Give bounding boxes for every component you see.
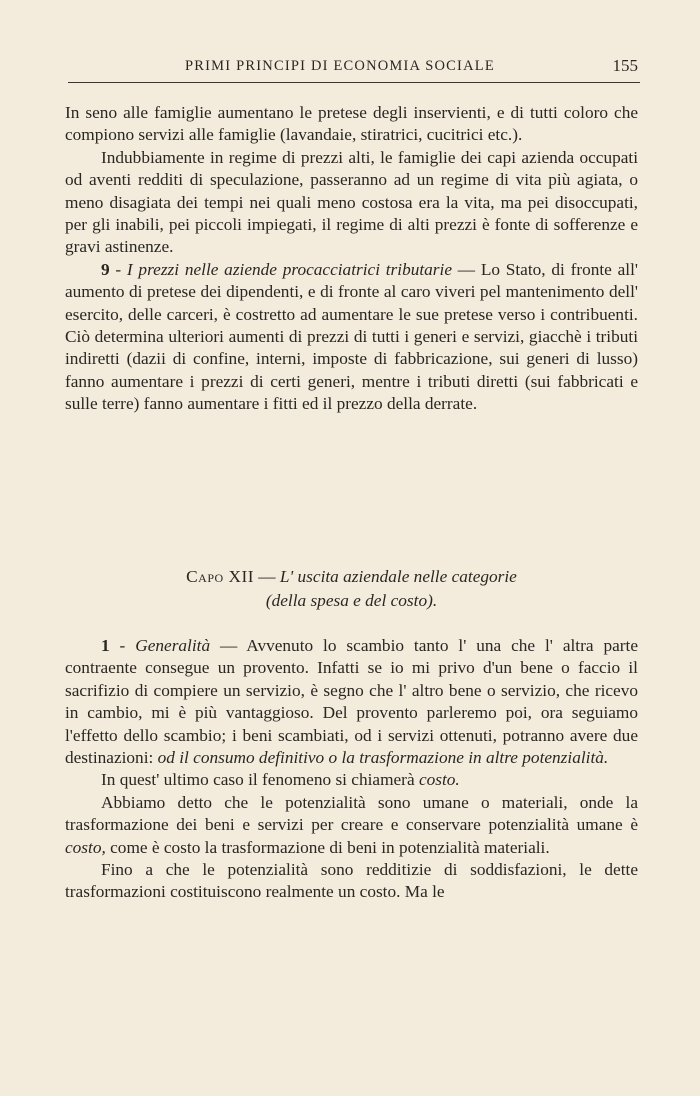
paragraph [65,769,638,791]
paragraph-text: Abbiamo detto che le potenzialità sono umane o materiali, onde la trasformazione dei beni e servizi per creare e conservare potenzialità umane è [65,792,638,835]
body-text-top [65,102,638,416]
chapter-title: L' uscita aziendale nelle categorie [279,567,517,586]
section-number: 9 [101,259,110,279]
section-heading: Generalità [135,636,211,655]
paragraph-text: — Avvenuto lo scambio tanto l' una che l' altra parte contraente consegue un provento. Infatti se io mi privo d'un bene o faccio il sacrifizio di compiere un servizio, è segno che l' altro bene o servizio, che ricevo in cambio, mi è più vantaggioso. Del provento parleremo poi, ora seguiamo l'effetto dello scambio; i beni scambiati, od i servizi ottenuti, potranno avere due destinazioni: [65,636,638,768]
paragraph: Indubbiamente in regime di prezzi alti, le famiglie dei capi azienda occupati od aventi redditi di speculazione, passeranno ad un regime di vita più agiata, o meno disagiata dei tempi nei quali meno costosa era la vita, ma pei disoccupati, per gli inabili, pei piccoli impiegati, il regime di alti prezzi è fonte di sofferenze e gravi astinenze. [65,147,638,257]
chapter-dash: — [253,567,280,586]
chapter-heading [65,565,638,613]
paragraph: In seno alle famiglie aumentano le pretese degli inservienti, e di tutti coloro che compiono servizi alle famiglie (lavandaie, stiratrici, cucitrici etc.). [65,103,638,145]
page-number: 155 [612,56,638,75]
page-header [68,56,640,83]
paragraph-text: — Lo Stato, di fronte all' aumento di pretese dei dipendenti, e di fronte al caro viveri pel mantenimento dell' esercito, delle carceri, è costretto ad aumentare le sue pretese verso i contribuenti. Ciò determina ulteriori aumenti di prezzi di tutti i generi e servizi, giacchè i tributi indiretti (dazii di confine, interni, imposte di fabbricazione, sui generi di lusso) fanno aumentare i prezzi di certi generi, mentre i tributi diretti (sui fabbricati e sulle terre) fanno aumentare i fitti ed il prezzo della derrate. [65,259,638,414]
paragraph-text: In quest' ultimo caso il fenomeno si chiamerà [101,770,419,790]
paragraph-italic: od il consumo definitivo o la trasformazione in altre potenzialità. [157,748,609,768]
running-title: PRIMI PRINCIPI DI ECONOMIA SOCIALE [185,58,495,74]
chapter-subtitle: (della spesa e del costo). [265,591,438,610]
section-1-paragraph [65,635,638,769]
section-number: 1 [101,636,110,655]
paragraph-text: come è costo la trasformazione di beni in potenzialità materiali. [105,837,550,857]
section-separator: - [109,636,136,655]
paragraph-italic: costo. [418,770,460,790]
chapter-title-line-2 [65,589,638,613]
section-separator: - [109,259,127,279]
paragraph [65,792,638,859]
paragraph-italic: costo, [65,837,106,857]
body-text-bottom [65,635,638,904]
paragraph: Fino a che le potenzialità sono redditizie di soddisfazioni, le dette trasformazioni costituiscono realmente un costo. Ma le [65,860,638,902]
chapter-label: Capo XII [186,567,254,586]
section-heading: I prezzi nelle aziende procacciatrici tributarie [126,259,453,279]
chapter-title-line-1 [65,565,638,589]
section-9-paragraph [65,259,638,416]
